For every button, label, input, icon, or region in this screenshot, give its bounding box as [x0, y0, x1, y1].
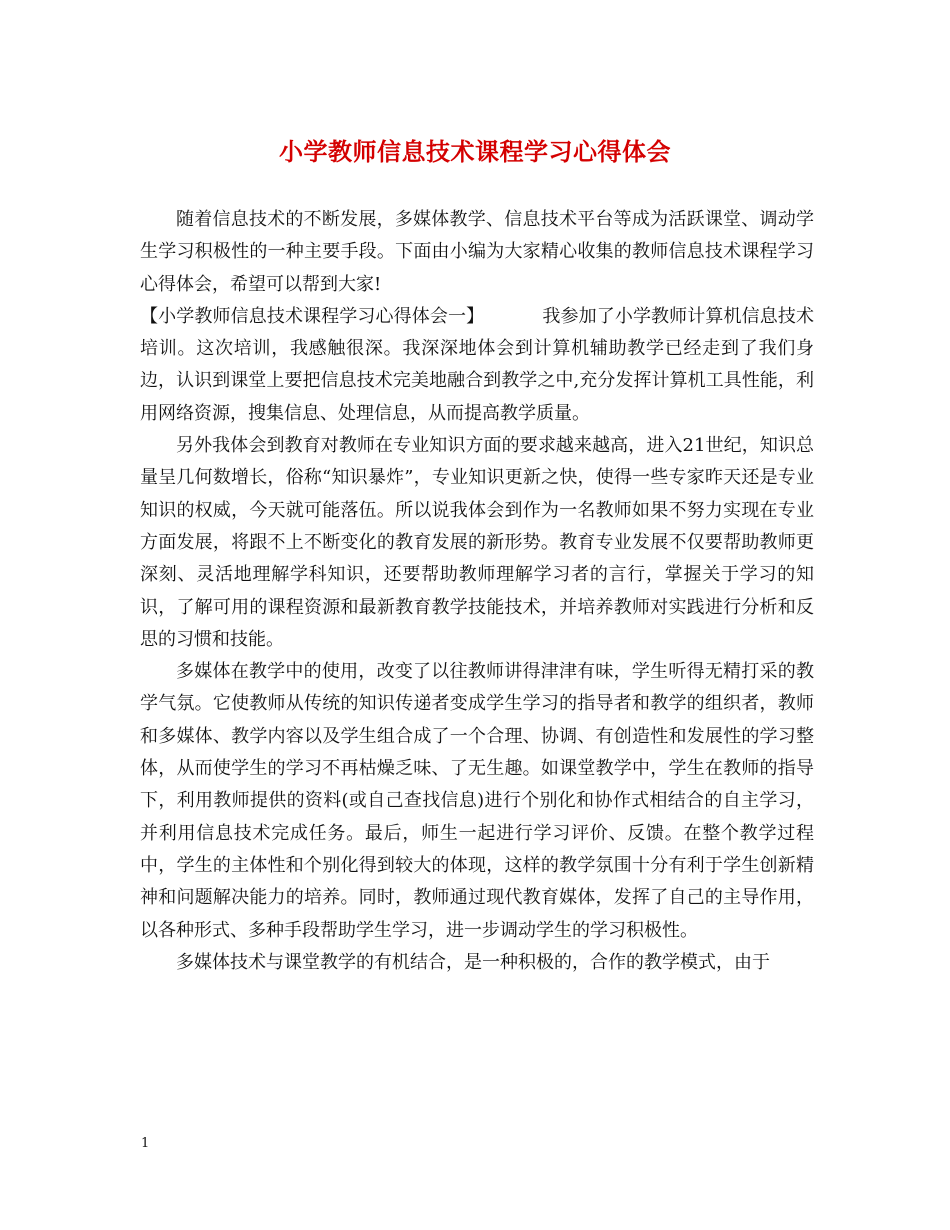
paragraph-three: 多媒体在教学中的使用，改变了以往教师讲得津津有味，学生听得无精打采的教学气氛。它使教师从传统的知识传递者变成学生学习的指导者和教学的组织者，教师和多媒体、教学内容以及学生组合成了一个合理、协调、有创造性和发展性的学习整体，从而使学生的学习不再枯燥乏味、了无生趣。如课堂教学中，学生在教师的指导下，利用教师提供的资料(或自己查找信息)进行个别化和协作式相结合的自主学习，并利用信息技术完成任务。最后，师生一起进行学习评价、反馈。在整个教学过程中，学生的主体性和个别化得到较大的体现，这样的教学氛围十分有利于学生创新精神和问题解决能力的培养。同时，教师通过现代教育媒体，发挥了自己的主导作用，以各种形式、多种手段帮助学生学习，进一步调动学生的学习积极性。 — [140, 661, 814, 941]
page-number: 1 — [141, 1136, 150, 1151]
section-one-text: 我参加了小学教师计算机信息技术培训。这次培训，我感触很深。我深深地体会到计算机辅助教学已经走到了我们身边，认识到课堂上要把信息技术完美地融合到教学之中,充分发挥计算机工具性能，利用网络资源，搜集信息、处理信息，从而提高教学质量。 — [140, 305, 814, 424]
intro-paragraph: 随着信息技术的不断发展，多媒体教学、信息技术平台等成为活跃课堂、调动学生学习积极性的一种主要手段。下面由小编为大家精心收集的教师信息技术课程学习心得体会，希望可以帮到大家! — [140, 209, 814, 295]
section-heading: 【小学教师信息技术课程学习心得体会一】 — [140, 305, 485, 327]
paragraph-four: 多媒体技术与课堂教学的有机结合，是一种积极的，合作的教学模式，由于 — [176, 951, 770, 973]
section-one-paragraph — [140, 301, 814, 430]
document-title: 小学教师信息技术课程学习心得体会 — [279, 137, 671, 166]
document-body — [140, 204, 814, 979]
paragraph-two: 另外我体会到教育对教师在专业知识方面的要求越来越高，进入21世纪，知识总量呈几何数增长，俗称“知识暴炸”，专业知识更新之快，使得一些专家昨天还是专业知识的权威，今天就可能落伍。所以说我体会到作为一名教师如果不努力实现在专业方面发展，将跟不上不断变化的教育发展的新形势。教育专业发展不仅要帮助教师更深刻、灵活地理解学科知识，还要帮助教师理解学习者的言行，掌握关于学习的知识，了解可用的课程资源和最新教育教学技能技术，并培养教师对实践进行分析和反思的习惯和技能。 — [140, 435, 814, 650]
